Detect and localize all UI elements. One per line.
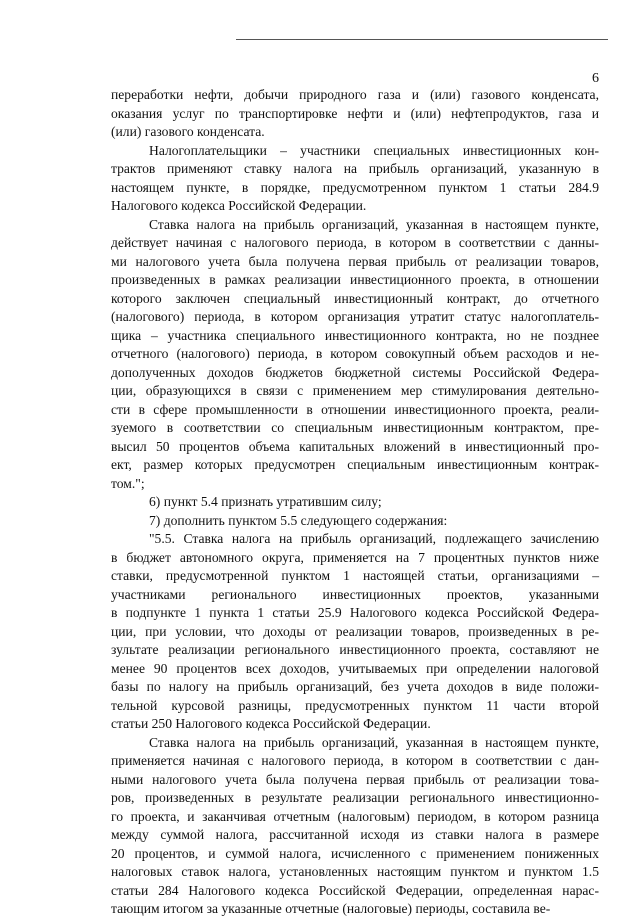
text-line: статьи 250 Налогового кодекса Российской Федерации. [111,716,431,731]
text-line: трактов применяют ставку налога на прибыль организаций, указанную в [111,161,599,176]
text-line: Ставка налога на прибыль организаций, указанная в настоящем пункте, [149,216,599,232]
text-line: ными налогового учета была получена первая прибыль от реализации това- [111,771,599,787]
paragraph [111,216,599,494]
text-line: применяется начиная с налогового периода, в котором в соответствии с дан- [111,753,599,768]
text-line: между суммой налога, рассчитанной исходя из ставки налога в размере [111,827,599,842]
text-line: которого заключен специальный инвестиционный контракт, до отчетного [111,290,599,306]
text-line: Налогоплательщики – участники специальных инвестиционных кон- [149,142,599,158]
text-line: щика – участника специального инвестиционного контракта, но не позднее [111,327,599,343]
text-line: настоящем пункте, в порядке, предусмотренном пунктом 1 статьи 284.9 [111,179,599,195]
text-line: 7) дополнить пунктом 5.5 следующего содержания: [149,512,448,528]
text-line: Ставка налога на прибыль организаций, указанная в настоящем пункте, [149,734,599,750]
text-line: в подпункте 1 пункта 1 статьи 25.9 Налогового кодекса Российской Федера- [111,605,599,620]
text-line: (или) газового конденсата. [111,124,265,139]
text-line: сти в сфере промышленности в отношении инвестиционного проекта, реали- [111,401,599,417]
page-number: 6 [592,71,599,86]
text-line: 20 процентов, и суммой налога, исчисленного с применением пониженных [111,845,599,861]
text-line: в бюджет автономного округа, применяется на 7 процентных пунктов ниже [111,549,599,565]
text-line: действует начиная с налогового периода, в котором в соответствии с данны- [111,235,599,250]
document-text [111,86,599,919]
header-rule [236,39,608,40]
paragraph [111,142,599,216]
text-line: ставки, предусмотренной пунктом 1 настоящей статьи, организациями – [111,568,599,583]
text-line: налоговых ставок налога, установленных настоящим пунктом и пунктом 1.5 [111,864,599,879]
paragraph [111,86,599,142]
text-line: ми налогового учета была получена первая прибыль от реализации товаров, [111,253,599,269]
paragraph [111,512,599,531]
text-line: отчетного (налогового) периода, в котором совокупный объем расходов и не- [111,346,599,361]
text-line: тающим итогом за указанные отчетные (налоговые) периоды, составила ве- [111,901,551,916]
text-line: тельной курсовой разницы, предусмотренных пунктом 11 части второй [111,697,599,713]
text-line: статьи 284 Налогового кодекса Российской Федерации, определенная нарас- [111,882,599,898]
text-line: зультате реализации регионального инвестиционного проекта, составляют не [111,642,599,657]
text-line: оказания услуг по транспортировке нефти и (или) нефтепродуктов, газа и [111,105,599,121]
text-line: (налогового) периода, в котором организация утратит статус налогоплатель- [111,309,599,324]
text-line: "5.5. Ставка налога на прибыль организаций, подлежащего зачислению [149,531,599,546]
text-line: переработки нефти, добычи природного газа и (или) газового конденсата, [111,87,599,102]
text-line: 6) пункт 5.4 признать утратившим силу; [149,494,382,509]
text-line: ции, образующихся в связи с применением мер стимулирования деятельно- [111,383,599,398]
paragraph [111,493,599,512]
text-line: ект, размер которых предусмотрен специальным инвестиционным контрак- [111,457,599,472]
text-line: зуемого в соответствии со специальным инвестиционным контрактом, пре- [111,420,599,435]
text-line: базы по налогу на прибыль организаций, без учета доходов в виде положи- [111,679,599,694]
paragraph [111,530,599,734]
text-line: ции, при условии, что доходы от реализации товаров, произведенных в ре- [111,623,599,639]
text-line: ров, произведенных в результате реализации регионального инвестиционно- [111,790,599,805]
text-line: менее 90 процентов всех доходов, учитываемых при определении налоговой [111,660,599,676]
text-line: дополученных доходов бюджетов бюджетной системы Российской Федера- [111,364,599,380]
text-line: Налогового кодекса Российской Федерации. [111,198,367,213]
text-line: произведенных в рамках реализации инвестиционного проекта, в отношении [111,272,599,287]
text-line: том."; [111,475,145,491]
text-line: участниками регионального инвестиционных проектов, указанными [111,586,599,602]
text-line: высил 50 процентов объема капитальных вложений в инвестиционный про- [111,438,599,454]
paragraph [111,734,599,919]
text-line: го проекта, и заканчивая отчетным (налоговым) периодом, в котором разница [111,808,599,824]
